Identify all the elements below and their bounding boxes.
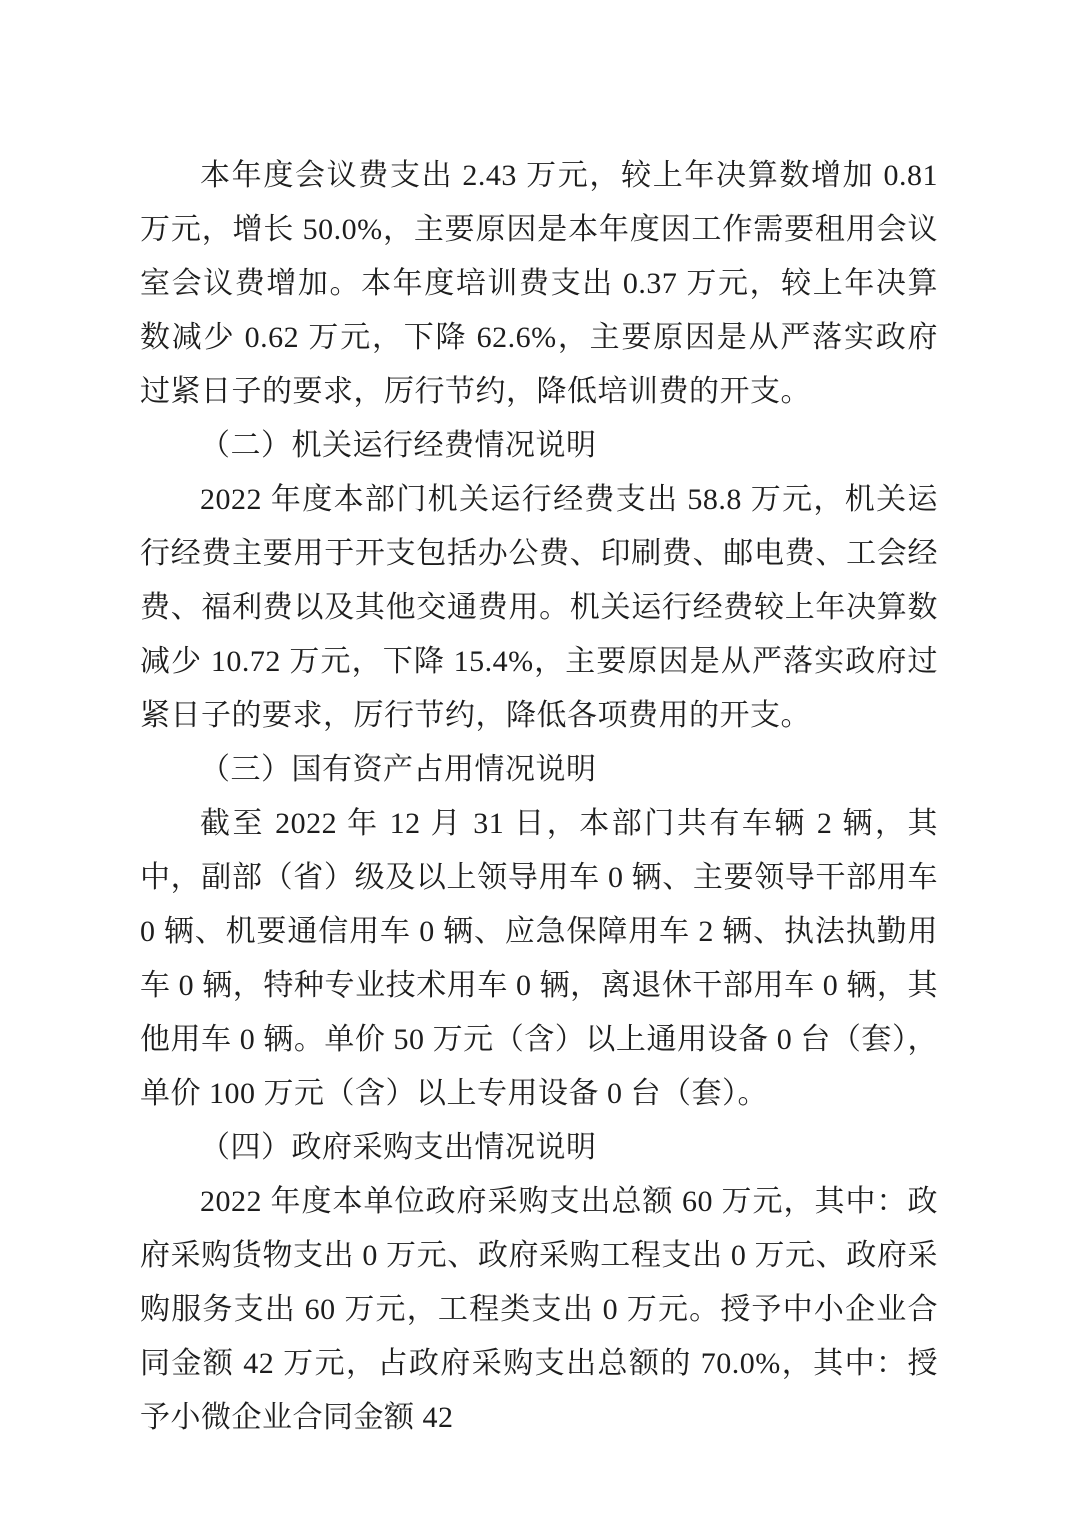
section-heading-2-operating-funds: （二）机关运行经费情况说明 [200,429,597,462]
body-paragraph-operating-funds: 2022 年度本部门机关运行经费支出 58.8 万元，机关运行经费主要用于开支包括办公费、印刷费、邮电费、工会经费、福利费以及其他交通费用。机关运行经费较上年决算数减少 10.72 万元，下降 15.4%，主要原因是从严落实政府过紧日子的要求，厉行节约，降低各项费用的开支。 [140,483,938,732]
body-paragraph-meeting-training-fees: 本年度会议费支出 2.43 万元，较上年决算数增加 0.81 万元，增长 50.0%，主要原因是本年度因工作需要租用会议室会议费增加。本年度培训费支出 0.37 万元，较上年决算数减少 0.62 万元，下降 62.6%，主要原因是从严落实政府过紧日子的要求，厉行节约，降低培训费的开支。 [140,159,938,408]
section-heading-3-state-assets: （三）国有资产占用情况说明 [200,753,597,786]
body-paragraph-government-procurement: 2022 年度本单位政府采购支出总额 60 万元，其中：政府采购货物支出 0 万元、政府采购工程支出 0 万元、政府采购服务支出 60 万元，工程类支出 0 万元。授予中小企业合同金额 42 万元，占政府采购支出总额的 70.0%，其中：授予小微企业合同金额 42 [140,1185,938,1434]
section-heading-4-government-procurement: （四）政府采购支出情况说明 [200,1131,597,1164]
document-body [140,149,938,1445]
body-paragraph-state-assets: 截至 2022 年 12 月 31 日，本部门共有车辆 2 辆，其中，副部（省）级及以上领导用车 0 辆、主要领导干部用车 0 辆、机要通信用车 0 辆、应急保障用车 2 辆、执法执勤用车 0 辆，特种专业技术用车 0 辆，离退休干部用车 0 辆，其他用车 0 辆。单价 50 万元（含）以上通用设备 0 台（套），单价 100 万元（含）以上专用设备 0 台（套）。 [140,807,938,1110]
